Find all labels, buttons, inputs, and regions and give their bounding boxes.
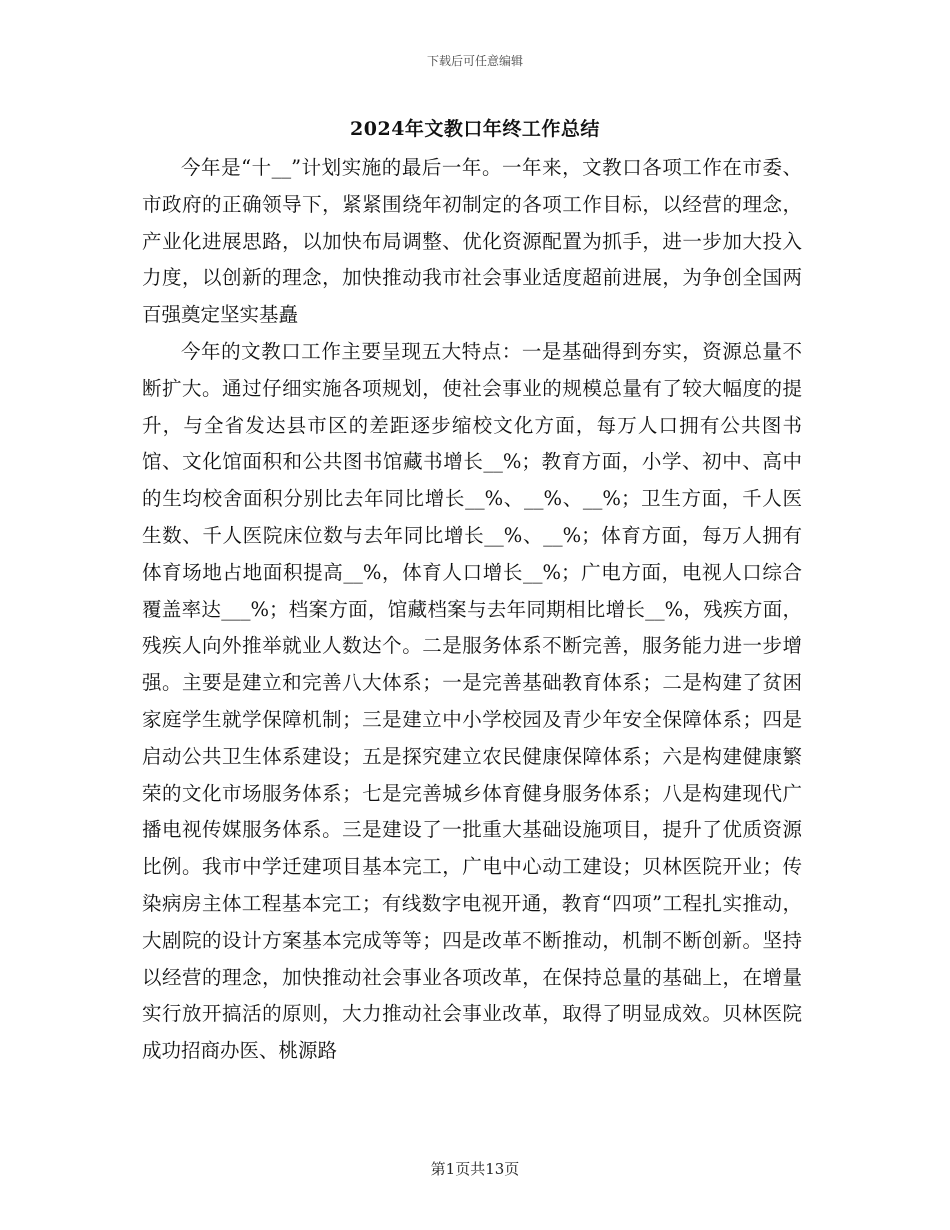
page-header-note: 下载后可任意编辑	[426, 54, 523, 68]
page-number-footer: 第1页共13页	[430, 1160, 520, 1178]
paragraph-features: 今年的文教口工作主要呈现五大特点：一是基础得到夯实，资源总量不断扩大。通过仔细实施各项规划，使社会事业的规模总量有了较大幅度的提升，与全省发达县市区的差距逐步缩校文化方面，每万人口拥有公共图书馆、文化馆面积和公共图书馆藏书增长__%；教育方面，小学、初中、高中的生均校舍面积分别比去年同比增长__%、__%、__%；卫生方面，千人医生数、千人医院床位数与去年同比增长__%、__%；体育方面，每万人拥有体育场地占地面积提高__%，体育人口增长__%；广电方面，电视人口综合覆盖率达___%；档案方面，馆藏档案与去年同期相比增长__%，残疾方面，残疾人向外推举就业人数达个。二是服务体系不断完善，服务能力进一步增强。主要是建立和完善八大体系；一是完善基础教育体系；二是构建了贫困家庭学生就学保障机制；三是建立中小学校园及青少年安全保障体系；四是启动公共卫生体系建设；五是探究建立农民健康保障体系；六是构建健康繁荣的文化市场服务体系；七是完善城乡体育健身服务体系；八是构建现代广播电视传媒服务体系。三是建设了一批重大基础设施项目，提升了优质资源比例。我市中学迁建项目基本完工，广电中心动工建设；贝林医院开业；传染病房主体工程基本完工；有线数字电视开通，教育“四项”工程扎实推动，大剧院的设计方案基本完成等等；四是改革不断推动，机制不断创新。坚持以经营的理念，加快推动社会事业各项改革，在保持总量的基础上，在增量实行放开搞活的原则，大力推动社会事业改革，取得了明显成效。贝林医院成功招商办医、桃源路	[142, 339, 802, 1063]
document-title: 2024年文教口年终工作总结	[350, 118, 600, 140]
document-body	[142, 150, 802, 1070]
paragraph-intro: 今年是“十__”计划实施的最后一年。一年来，文教口各项工作在市委、市政府的正确领导下，紧紧围绕年初制定的各项工作目标，以经营的理念，产业化进展思路，以加快布局调整、优化资源配置为抓手，进一步加大投入力度，以创新的理念，加快推动我市社会事业适度超前进展，为争创全国两百强奠定坚实基矗	[142, 156, 802, 327]
